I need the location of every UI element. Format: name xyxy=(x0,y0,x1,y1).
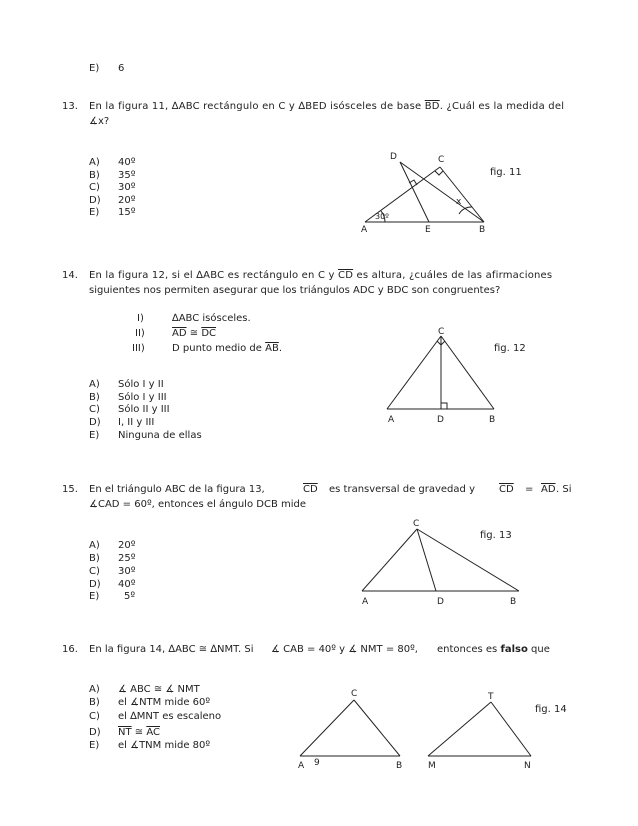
statement-number: I) xyxy=(137,313,144,324)
right-angle-mark xyxy=(435,171,443,175)
option-value: 15º xyxy=(118,207,136,218)
option-letter: A) xyxy=(89,157,100,168)
segment: $\overline{AD}$ xyxy=(541,484,556,495)
question-number: 15. xyxy=(62,484,78,495)
question-number: 16. xyxy=(62,644,78,655)
segment: $\overline{CD}$ xyxy=(499,484,514,495)
point-label: E xyxy=(425,225,431,235)
option-value: 30º xyxy=(118,566,136,577)
statement-number: II) xyxy=(135,328,145,339)
question-text-b: ∡ CAB = 40º y ∡ NMT = 80º, xyxy=(271,644,418,655)
figure-label: fig. 14 xyxy=(535,704,567,715)
segment-cb xyxy=(440,167,484,222)
option-letter: D) xyxy=(89,727,101,738)
statement-text: D punto medio de $\overline{AB}$. xyxy=(172,343,283,354)
point-label: A xyxy=(362,597,369,607)
emphasis: falso xyxy=(500,644,528,655)
statement-number: III) xyxy=(132,343,145,354)
segment-ac xyxy=(362,529,417,591)
option-value: el ∡NTM mide 60º xyxy=(118,697,211,708)
segment-ac xyxy=(300,700,354,756)
point-label: B xyxy=(489,415,496,425)
angle-label: 30º xyxy=(375,212,389,221)
option-value: Ninguna de ellas xyxy=(118,430,202,441)
option-value: el ∡TNM mide 80º xyxy=(118,740,211,751)
option-value: 25º xyxy=(118,553,136,564)
segment-cb xyxy=(441,336,494,409)
right-angle-mark xyxy=(441,403,447,409)
point-label: B xyxy=(396,761,403,771)
question-number: 14. xyxy=(62,270,78,281)
option-letter: B) xyxy=(89,392,100,403)
figure-label: fig. 12 xyxy=(494,343,526,354)
question-number: 13. xyxy=(62,101,78,112)
point-label: C xyxy=(413,519,420,529)
option-letter: C) xyxy=(89,566,100,577)
figure-label: fig. 11 xyxy=(490,167,522,178)
question-text-line2: ∡x? xyxy=(89,116,110,127)
option-letter: E) xyxy=(89,740,100,751)
question-text-line2: siguientes nos permiten asegurar que los triángulos ADC y BDC son congruentes? xyxy=(89,285,501,296)
option-letter: B) xyxy=(89,553,100,564)
figure-12 xyxy=(387,336,494,409)
question-text-c: entonces es falso que xyxy=(437,644,550,655)
option-value: 40º xyxy=(118,579,136,590)
angle-arc xyxy=(459,207,472,214)
segment: $\overline{CD}$ xyxy=(303,484,318,495)
point-label: B xyxy=(510,597,517,607)
statement-text: $\overline{AD}$ ≅ $\overline{DC}$ xyxy=(172,328,216,339)
point-label: A xyxy=(388,415,395,425)
option-letter: A) xyxy=(89,684,100,695)
point-label: C xyxy=(351,689,358,699)
point-label: A xyxy=(298,761,305,771)
segment-cb xyxy=(354,700,400,756)
option-value: el ∆MNT es escaleno xyxy=(118,711,222,722)
option-value: I, II y III xyxy=(118,417,155,428)
option-letter: A) xyxy=(89,379,100,390)
point-label: M xyxy=(428,761,436,771)
question-text: En la figura 12, si el ∆ABC es rectángulo en C y $\overline{CD}$ es altura, ¿cuáles de las afirmaciones xyxy=(89,270,553,281)
segment-de xyxy=(400,162,429,222)
option-letter: C) xyxy=(89,182,100,193)
option-value: 20º xyxy=(118,540,136,551)
option-value: Sólo II y III xyxy=(118,404,170,415)
option-letter: B) xyxy=(89,697,100,708)
option-value: 6 xyxy=(118,63,125,74)
option-value: 20º xyxy=(118,195,136,206)
option-letter: D) xyxy=(89,195,101,206)
option-value: 35º xyxy=(118,170,136,181)
segment-mt xyxy=(428,702,491,756)
equals-sign: = xyxy=(525,484,534,495)
option-value: ∡ ABC ≅ ∡ NMT xyxy=(118,684,200,695)
figure-14 xyxy=(300,700,531,756)
question-text-b: es transversal de gravedad y xyxy=(329,484,475,495)
option-letter: C) xyxy=(89,711,100,722)
point-label: C xyxy=(438,155,445,165)
option-letter: D) xyxy=(89,579,101,590)
option-letter: E) xyxy=(89,63,100,74)
question-text: En la figura 11, ∆ABC rectángulo en C y ∆BED isósceles de base $\overline{BD}$. ¿Cuál es la medida del xyxy=(89,101,565,112)
segment: $\overline{CD}$ xyxy=(338,270,354,281)
point-label: D xyxy=(437,597,444,607)
angle-label: x xyxy=(456,197,462,207)
figure-label: fig. 13 xyxy=(480,530,512,541)
option-letter: A) xyxy=(89,540,100,551)
option-value: 5º xyxy=(124,591,136,602)
option-letter: B) xyxy=(89,170,100,181)
segment-ac xyxy=(387,336,441,409)
point-label: D xyxy=(390,152,397,162)
option-letter: D) xyxy=(89,417,101,428)
point-label: 9 xyxy=(314,758,320,768)
question-text-line2: ∡CAD = 60º, entonces el ángulo DCB mide xyxy=(89,499,307,510)
option-value: $\overline{NT}$ ≅ $\overline{AC}$ xyxy=(118,727,161,738)
point-label: D xyxy=(437,415,444,425)
point-label: A xyxy=(361,225,368,235)
option-letter: C) xyxy=(89,404,100,415)
figure-13 xyxy=(362,529,519,591)
segment-db xyxy=(400,162,484,222)
question-text-a: En el triángulo ABC de la figura 13, xyxy=(89,484,265,495)
point-label: N xyxy=(524,761,531,771)
option-letter: E) xyxy=(89,591,100,602)
statement-text: ∆ABC isósceles. xyxy=(172,313,251,324)
option-value: 30º xyxy=(118,182,136,193)
question-text-c: . Si xyxy=(556,484,572,495)
segment: $\overline{BD}$ xyxy=(424,101,440,112)
point-label: B xyxy=(479,225,486,235)
point-label: C xyxy=(438,327,445,337)
option-value: Sólo I y III xyxy=(118,392,167,403)
option-letter: E) xyxy=(89,207,100,218)
segment-cb xyxy=(417,529,519,591)
option-value: 40º xyxy=(118,157,136,168)
option-value: Sólo I y II xyxy=(118,379,164,390)
question-text-a: En la figura 14, ∆ABC ≅ ∆NMT. Si xyxy=(89,644,254,655)
segment-tn xyxy=(491,702,531,756)
point-label: T xyxy=(488,692,494,702)
option-letter: E) xyxy=(89,430,100,441)
